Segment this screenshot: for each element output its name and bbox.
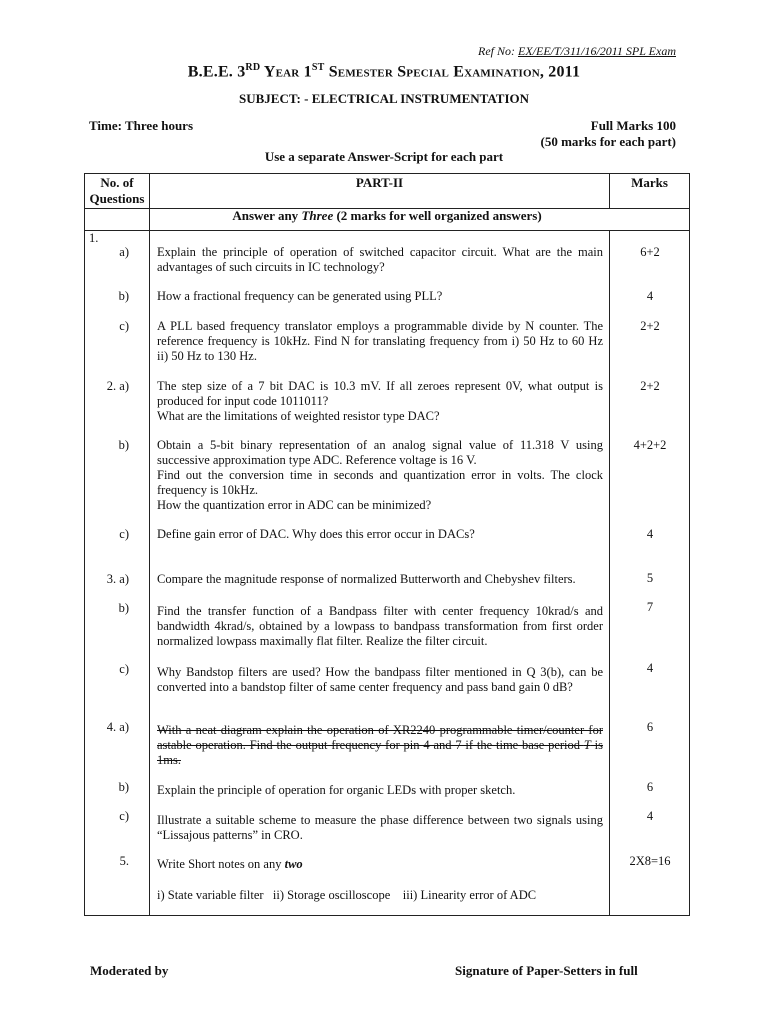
paper-setters-signature: Signature of Paper-Setters in full <box>455 963 638 978</box>
question-marks: 5 <box>646 571 654 585</box>
column-divider <box>149 174 150 915</box>
column-divider <box>609 230 610 915</box>
answer-script-instruction: Use a separate Answer-Script for each part <box>264 149 504 164</box>
time-allowed: Time: Three hours <box>89 118 194 133</box>
question-text-struck: With a neat diagram explain the operation of XR2240 programmable timer/counter for astable operation. Find the output frequency for pin 4 and 7 if the time base period T is 1ms. <box>157 723 604 767</box>
header-marks: Marks <box>631 175 668 190</box>
question-marks: 2X8=16 <box>629 854 671 868</box>
question-label: c) <box>119 809 129 823</box>
exam-title: B.E.E. 3RD Year 1ST Semester Special Examination, 2011 <box>187 62 581 81</box>
question-marks: 4 <box>646 527 654 541</box>
question-text: Define gain error of DAC. Why does this error occur in DACs? <box>157 527 475 541</box>
question-text: Obtain a 5-bit binary representation of an analog signal value of 11.318 V using successive approximation type ADC. Reference voltage is 16 V. Find out the conversion time in seconds and quantization error in volts. The clock frequency is 10kHz. How the quantization error in ADC can be minimized? <box>157 438 603 512</box>
question-label: b) <box>118 438 129 452</box>
question-label: 3. a) <box>106 572 129 586</box>
question-table <box>84 173 690 916</box>
question-label: 4. a) <box>106 720 129 734</box>
question-text: Why Bandstop filters are used? How the bandpass filter mentioned in Q 3(b), can be converted into a bandstop filter of same center frequency and pass band gain 0 dB? <box>157 665 603 694</box>
question-marks: 6 <box>646 780 654 794</box>
question-text: The step size of a 7 bit DAC is 10.3 mV. If all zeroes represent 0V, what output is produced for input code 1011011? What are the limitations of weighted resistor type DAC? <box>157 379 603 423</box>
question-label: b) <box>118 289 129 303</box>
question-label: b) <box>118 601 129 615</box>
header-questions: No. of Questions <box>89 175 145 206</box>
question-text: How a fractional frequency can be generated using PLL? <box>157 289 443 303</box>
question-marks: 4+2+2 <box>633 438 667 452</box>
question-label: c) <box>119 319 129 333</box>
question-marks: 6+2 <box>640 245 660 259</box>
header-part: PART-II <box>355 175 404 190</box>
moderated-by: Moderated by <box>90 963 169 978</box>
question-label: b) <box>118 780 129 794</box>
question-marks: 2+2 <box>640 319 660 333</box>
question-text: Compare the magnitude response of normalized Butterworth and Chebyshev filters. <box>157 572 576 586</box>
answer-instruction: Answer any Three (2 marks for well organized answers) <box>232 208 542 223</box>
question-number: 1. <box>89 231 99 245</box>
question-marks: 7 <box>646 600 654 614</box>
question-marks: 4 <box>646 809 654 823</box>
subject-heading: SUBJECT: - ELECTRICAL INSTRUMENTATION <box>238 91 530 106</box>
row-divider <box>85 230 689 231</box>
question-label: a) <box>119 245 129 259</box>
question-text: Explain the principle of operation for organic LEDs with proper sketch. <box>157 783 516 797</box>
question-text: Write Short notes on any two <box>157 857 303 871</box>
question-text: Illustrate a suitable scheme to measure the phase difference between two signals using “Lissajous patterns” in CRO. <box>157 813 603 842</box>
question-marks: 6 <box>646 720 654 734</box>
question-text: Explain the principle of operation of switched capacitor circuit. What are the main advantages of such circuits in IC technology? <box>157 245 603 274</box>
full-marks: Full Marks 100 (50 marks for each part) <box>540 118 676 149</box>
question-marks: 2+2 <box>640 379 660 393</box>
question-label: c) <box>119 662 129 676</box>
question-text: A PLL based frequency translator employs a programmable divide by N counter. The reference frequency is 10kHz. Find N for translating frequency from i) 50 Hz to 60 Hz ii) 50 Hz to 130 Hz. <box>157 319 603 363</box>
reference-number: Ref No: EX/EE/T/311/16/2011 SPL Exam <box>478 44 676 58</box>
short-note-options: i) State variable filter ii) Storage oscilloscope iii) Linearity error of ADC <box>157 888 537 902</box>
question-marks: 4 <box>646 661 654 675</box>
question-label: 5. <box>119 854 129 868</box>
question-text: Find the transfer function of a Bandpass filter with center frequency 10krad/s and bandwidth 4krad/s, obtained by a lowpass to bandpass transformation from first order normalized lowpass maximally flat filter. Realize the filter circuit. <box>157 604 603 648</box>
question-marks: 4 <box>646 289 654 303</box>
question-label: c) <box>119 527 129 541</box>
question-label: 2. a) <box>106 379 129 393</box>
